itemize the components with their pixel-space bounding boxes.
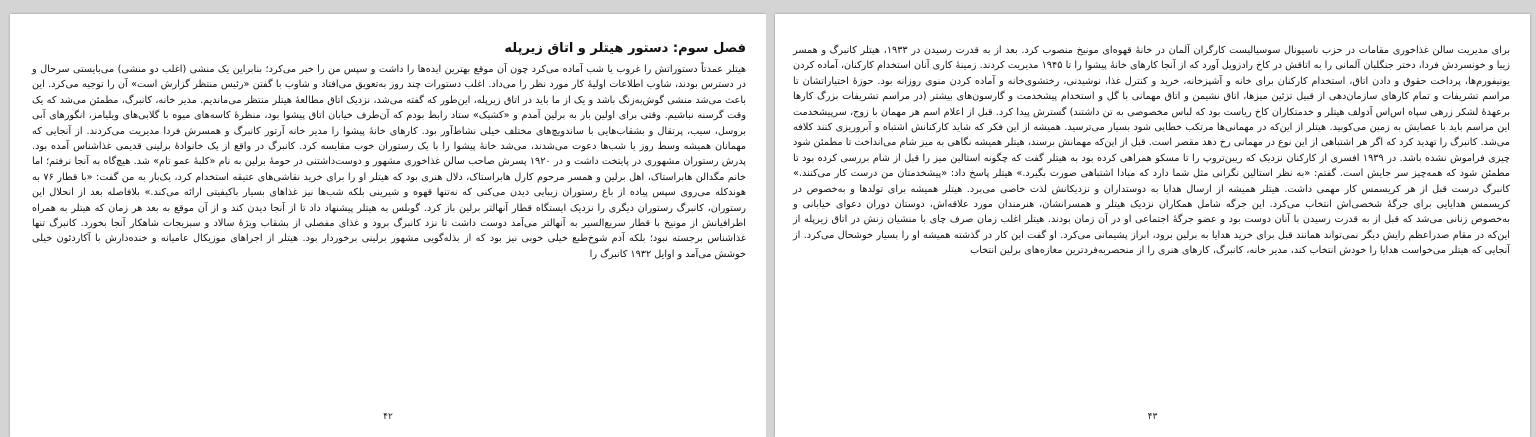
page-number-42: ۴۲ xyxy=(383,412,393,422)
page-42-content xyxy=(32,40,746,262)
page-gutter xyxy=(766,14,775,437)
chapter-title: فصل سوم: دستور هیتلر و اتاق زیرپله xyxy=(504,41,746,56)
page-43 xyxy=(775,14,1530,437)
page-43-content xyxy=(793,43,1510,259)
page-42 xyxy=(10,14,766,437)
page-43-body-text: برای مدیریت سالن غذاخوری مقامات در حزب ناسیونال سوسیالیست کارگران آلمان در خانهٔ قهوه‌ای مونیخ منصوب کرد. بعد از به قدرت رسیدن در ۱۹۳۳، هیتلر کانبرگ و همسر زیبا و خونسردش فردا، دختر جنگلبان آلمانی را به اتاقش در کاخ رادزویل آورد که از آنجا کارهای خانهٔ پیشوا را تا ۱۹۴۵ مدیریت کردند. زمینهٔ کاری آنان استخدام کارکنان، آماده کردن یونیفورم‌ها، پرداخت حقوق و دادن اتاق، استخدام کارکنان برای خانه و آشپزخانه، خرید و کنترل غذا، نوشیدنی، رختشوی‌خانه و آماده کردن منوی روزانه بود. حوزهٔ اختیاراتشان تا مراسم تشریفات و تمام کارهای سازمان‌دهی از قبیل تزئین میزها، اتاق نشیمن و اتاق مهمانی با گل و استخدام پیشخدمت و گارسون‌های بیشتر (در مراسم تشریفات بزرگ کارها برعهدهٔ لشکر زرهی سپاه اس‌اس آدولف هیتلر و خدمتکاران کاخ ریاست بود که لباس مخصوصی به تن داشتند) گسترش پیدا کرد. قبل از اعلام اسم هر مهمان با زوج، سرپیشخدمت این مراسم باید با عصایش به زمین می‌کوبید. هیتلر از این‌که در مهمانی‌ها مرتکب خطایی شود بسیار می‌ترسید. همیشه از این فکر که شاید کارکنانش اشتباه و آبروریزی کنند کلافه می‌شد. کانبرگ را تهدید کرد که اگر هر اشتباهی از این نوع در مهمانی رخ دهد مقصر است. قبل از این‌که مهمانش برسند، هیتلر همیشه نگاهی به میز شام می‌انداخت تا مطمئن شود چیزی فراموش نشده باشد. در ۱۹۳۹ افسری از کارکنان نزدیک که ریبن‌تروپ را تا مسکو همراهی کرده بود به هیتلر گفت که چگونه استالین میز را قبل از شام بررسی کرده بود تا مطمئن شود که همه‌چیز سر جایش است. گفتم: «به نظر استالین نگرانی مثل شما دارد که مبادا اشتباهی صورت بگیرد.» هیتلر پاسخ داد: «پیشخدمتان من درست کار می‌کنند.» کانبرگ درست قبل از هر کریسمس کار مهمی داشت. هیتلر همیشه از ارسال هدایا به دوستداران و نزدیکانش لذت خاصی می‌برد. هیتلر همیشه برای تولدها و به‌خصوص در کریسمس هدایایی برای جرگهٔ شخصی‌اش انتخاب می‌کرد. این جرگه شامل همکاران نزدیک هیتلر و همسرانشان، هنرمندان مورد علاقه‌اش، دوستان دوران دعوای خیابانی و به‌خصوص زنانی می‌شد که قبل از به قدرت رسیدن با آنان دوست بود و عضو جرگهٔ اجتماعی او در آن زمان بودند. هیتلر اغلب زمان صرف چای با منشیان زنش در اتاق زیرپله از این‌که در مقام صدراعظم رایش دیگر نمی‌تواند همانند قبل برای خرید هدایا به برلین برود، ابراز پشیمانی می‌کرد. او گفت این کار در گذشته همیشه او را بسیار خوشحال می‌کرد. از آنجایی که هیتلر می‌خواست هدایا را خودش انتخاب کند، مدیر خانه، کانبرگ، کارهای هنری را از منحصربه‌فردترین مغازه‌های برلین انتخاب xyxy=(793,45,1511,257)
page-42-body-text: هیتلر عمدتاً دستوراتش را غروب یا شب آماده می‌کرد چون آن موقع بهترین ایده‌ها را داشت و سپس من را خبر می‌کرد؛ بنابراین یک منشی (اغلب دو منشی) می‌بایستی سرحال و در دسترس بودند، شاوب اطلاعات اولیهٔ کار مورد نظر را می‌داد. اغلب دستورات چند روز به‌تعویق می‌افتاد و شاوب با گفتن «رئیس منتظر گزارش است» آن را توجیه می‌کرد. این باعث می‌شد منشی گوش‌به‌زنگ باشد و یک از ما باید در اتاق زیرپله، این‌طور که گفته می‌شد، نزدیک اتاق مطالعهٔ هیتلر منتظر می‌ماندیم. مدیر خانه، کانبرگ، مطمئن می‌شد که یک وقت گرسنه نباشیم. وقتی برای اولین بار به برلین آمدم و «کشیک» ستاد رابط بودم که آن‌طرف خیابان اتاق پیشوا بود، منظرهٔ کاسه‌های میوه با گلابی‌های ویلیامز، انگورهای آبی بروسل، سیب، پرتقال و بشقاب‌هایی با ساندویچ‌های مختلف خیلی نشاط‌آور بود. کارهای خانهٔ پیشوا را مدیر خانه آرتور کانبرگ و همسرش فردا مدیریت می‌کردند. از آنجایی که مهمانان همیشه وسط روز یا شب‌ها دعوت می‌شدند، می‌شد خانهٔ پیشوا را با یک رستوران خوب مقایسه کرد. کانبرگ در واقع از یک خانوادهٔ برلینی قدیمی غذاشناس آمده بود. پدرش رستوران مشهوری در پایتخت داشت و در ۱۹۲۰ پسرش صاحب سالن غذاخوری مشهور و دوست‌داشتنی در حومهٔ برلین به نام «کلبهٔ عمو تام» شد. هیچ‌گاه به آنجا نرفتم؛ اما خانم مگدالن هابراستاک، اهل برلین و همسر مرحوم کارل هابراستاک، دلال هنری بود که هیتلر او را برای خرید نقاشی‌های عتیقه استخدام کرد، یک‌بار به من گفت: «با قطار ۷۶ به هوندکله می‌روی سپس پیاده از باغ رستوران زیبایی دیدن می‌کنی که نه‌تنها قهوه و شیرینی بلکه شب‌ها نیز غذاهای بسیار باکیفیتی ارائه می‌کند.» بلافاصله بعد از انحلال این رستوران، کانبرگ رستوران دیگری را نزدیک ایستگاه قطار آنهالتر برلین باز کرد. گوبلس به هیتلر پیشنهاد داد تا از آنجا دیدن کند و از آن موقع به بعد هر زمان که هیتلر به همراه اطرافیانش از مونیخ با قطار سریع‌السیر به آنهالتر می‌آمد دوست داشت تا نزد کانبرگ برود و غذای مفصلی از بشقاب ویژهٔ سالاد و سبزیجات شاهکار آنجا بخورد. کانبرگ تنها غذاشناس برجسته نبود؛ بلکه آدم شوخ‌طبع خیلی خوبی نیز بود که از بذله‌گویی مشهور برلینی برخوردار بود. هیتلر از اجراهای موزیکال عامیانه و خنده‌دارش با آکاردئون خیلی خوشش می‌آمد و اوایل ۱۹۳۲ کانبرگ را xyxy=(32,64,746,260)
page-number-43: ۴۳ xyxy=(1147,412,1158,422)
